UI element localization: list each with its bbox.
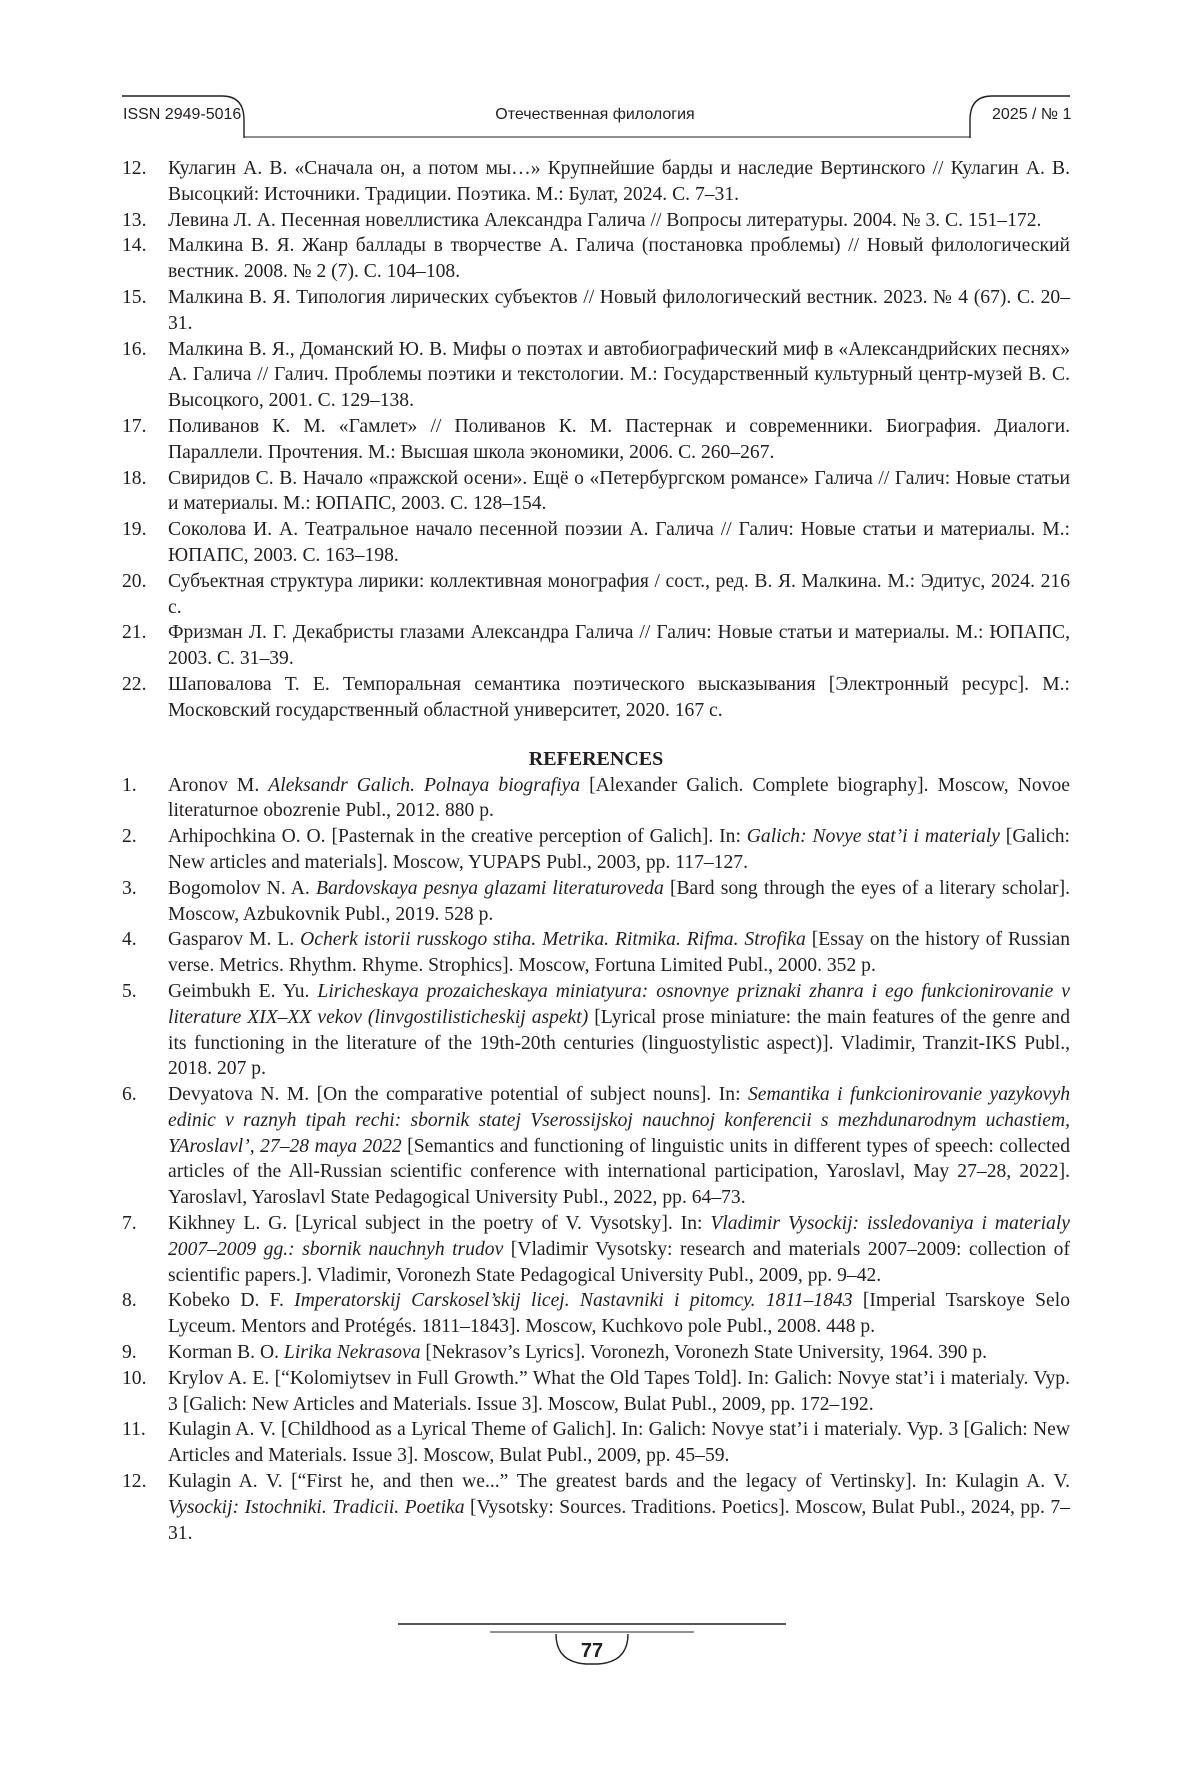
- reference-text-segment: Фризман Л. Г. Декабристы глазами Александра Галича // Галич: Новые статьи и материалы. М.: ЮПАПС, 2003. С. 31–39.: [168, 622, 1070, 670]
- reference-text: [168, 1469, 1070, 1546]
- reference-text: [168, 1082, 1070, 1211]
- reference-item: [122, 1469, 1070, 1546]
- reference-number: 18.: [122, 467, 147, 489]
- reference-number: 12.: [122, 158, 147, 179]
- references-heading: REFERENCES: [528, 747, 664, 770]
- reference-text-segment: [Bard song through the eyes of a literary scholar]. Moscow, Azbukovnik Publ., 2019. 528 p.: [168, 877, 1071, 925]
- reference-number: 8.: [122, 1290, 137, 1312]
- reference-number: 10.: [122, 1367, 147, 1389]
- reference-text-segment: Малкина В. Я., Доманский Ю. В. Мифы о поэтах и автобиографический миф в «Александрийских песнях» А. Галича // Галич. Проблемы поэтики и текстологии. М.: Государственный культурный центр-музей В. С. Высоцкого, 2001. С. 129–138.: [168, 338, 1070, 412]
- reference-title-italic: Ocherk istorii russkogo stiha. Metrika. Ritmika. Rifma. Strofika: [300, 929, 806, 951]
- reference-number: 4.: [122, 929, 137, 951]
- reference-text-segment: Kikhney L. G. [Lyrical subject in the poetry of V. Vysotsky]. In:: [168, 1213, 711, 1235]
- reference-text-segment: Соколова И. А. Театральное начало песенной поэзии А. Галича // Галич: Новые статьи и материалы. М.: ЮПАПС, 2003. С. 163–198.: [168, 519, 1070, 566]
- reference-text-segment: Малкина В. Я. Жанр баллады в творчестве А. Галича (постановка проблемы) // Новый филологический вестник. 2008. № 2 (7). С. 104–108.: [168, 235, 1070, 283]
- reference-number: 20.: [122, 570, 147, 592]
- issue-label: 2025 / № 1: [992, 106, 1072, 123]
- reference-text: [168, 285, 1070, 337]
- reference-item: [122, 824, 1070, 876]
- reference-number: 16.: [122, 338, 147, 360]
- reference-item: [122, 156, 1070, 208]
- reference-text: [168, 979, 1070, 1082]
- reference-item: [122, 1082, 1070, 1211]
- reference-number: 12.: [122, 1471, 147, 1493]
- reference-item: [122, 569, 1070, 621]
- reference-text: [168, 517, 1070, 569]
- reference-text-segment: [Semantics and functioning of linguistic units in different types of speech: collected articles of the All-Russian scientific conference with international participation, Yaroslavl, May 27–28, 2022]. Yaroslavl, Yaroslavl State Pedagogical University Publ., 2022, pp. 64–73.: [168, 1135, 1070, 1209]
- reference-item: [122, 233, 1070, 285]
- reference-number: 7.: [122, 1213, 137, 1235]
- reference-text: [168, 1288, 1070, 1340]
- reference-text: [168, 620, 1070, 672]
- reference-item: [122, 979, 1070, 1082]
- reference-text-segment: Krylov A. E. [“Kolomiytsev in Full Growth.” What the Old Tapes Told]. In: Galich: Novye stat’i i materialy. Vyp. 3 [Galich: New Articles and Materials. Issue 3]. Moscow, Bulat Publ., 2009, pp. 172–192.: [168, 1367, 1070, 1415]
- reference-text-segment: Aronov M.: [168, 774, 269, 796]
- page-header: [0, 0, 1200, 140]
- reference-text-segment: [Vladimir Vysotsky: research and materials 2007–2009: collection of scientific papers.]. Vladimir, Voronezh State Pedagogical University Publ., 2009, pp. 9–42.: [168, 1238, 1070, 1286]
- reference-number: 22.: [122, 673, 147, 695]
- reference-number: 3.: [122, 877, 137, 899]
- reference-title-italic: Bardovskaya pesnya glazami literaturoveda: [315, 877, 664, 899]
- reference-item: [122, 672, 1070, 724]
- reference-text: [168, 927, 1070, 979]
- reference-title-italic: Imperatorskij Carskosel’skij licej. Nastavniki i pitomcy. 1811–1843: [294, 1290, 853, 1312]
- reference-text: [168, 414, 1070, 466]
- page-number: 77: [580, 1640, 604, 1662]
- reference-text-segment: Kobeko D. F.: [168, 1290, 295, 1312]
- reference-text-segment: Bogomolov N. A.: [168, 877, 316, 899]
- footer-ornament: [0, 1620, 1200, 1710]
- reference-text-segment: Свиридов С. В. Начало «пражской осени». Ещё о «Петербургском романсе» Галича // Галич: Новые статьи и материалы. М.: ЮПАПС, 2003. С. 128–154.: [168, 467, 1070, 515]
- reference-text: [168, 233, 1070, 285]
- reference-title-italic: Liricheskaya prozaicheskaya miniatyura: osnovnye priznaki zhanra i ego funkcionirovanie v literature XIX–XX vekov (linvgostilisticheskij aspekt): [168, 980, 1070, 1028]
- reference-text: [168, 1340, 1070, 1366]
- page-content: [122, 156, 1070, 1546]
- reference-item: [122, 1288, 1070, 1340]
- reference-text-segment: [Vysotsky: Sources. Traditions. Poetics]. Moscow, Bulat Publ., 2024, pp. 7–31.: [168, 1496, 1070, 1544]
- reference-title-italic: Vladimir Vysockij: issledovaniya i materialy 2007–2009 gg.: sbornik nauchnyh trudov: [168, 1213, 1070, 1260]
- reference-item: [122, 337, 1070, 414]
- reference-number: 1.: [122, 774, 137, 796]
- reference-text-segment: Korman B. O.: [168, 1342, 284, 1364]
- reference-text: [168, 337, 1070, 414]
- reference-title-italic: Vysockij: Istochniki. Tradicii. Poetika: [168, 1496, 465, 1518]
- reference-text-segment: [Essay on the history of Russian verse. Metrics. Rhythm. Rhyme. Strophics]. Moscow, Fortuna Limited Publ., 2000. 352 p.: [168, 929, 1071, 977]
- reference-text-segment: Субъектная структура лирики: коллективная монография / сост., ред. В. Я. Малкина. М.: Эдитус, 2024. 216 с.: [168, 570, 1070, 618]
- reference-text-segment: Кулагин А. В. «Сначала он, а потом мы…» Крупнейшие барды и наследие Вертинского // Кулагин А. В. Высоцкий: Источники. Традиции. Поэтика. М.: Булат, 2024. С. 7–31.: [168, 158, 1070, 205]
- reference-item: [122, 1340, 1070, 1366]
- reference-number: 13.: [122, 209, 147, 231]
- reference-text-segment: Gasparov M. L.: [168, 929, 301, 951]
- reference-number: 21.: [122, 622, 147, 644]
- issn-label: ISSN 2949-5016: [123, 106, 242, 123]
- reference-number: 9.: [122, 1342, 137, 1364]
- reference-number: 2.: [122, 826, 137, 848]
- reference-item: [122, 620, 1070, 672]
- reference-title-italic: Lirika Nekrasova: [283, 1342, 421, 1364]
- reference-number: 6.: [122, 1084, 137, 1106]
- reference-text: [168, 1366, 1070, 1418]
- reference-item: [122, 927, 1070, 979]
- reference-text-segment: Поливанов К. М. «Гамлет» // Поливанов К. М. Пастернак и современники. Биография. Диалоги. Параллели. Прочтения. М.: Высшая школа экономики, 2006. С. 260–267.: [168, 415, 1070, 463]
- reference-item: [122, 285, 1070, 337]
- reference-number: 17.: [122, 415, 147, 437]
- page-footer: [0, 1620, 1200, 1710]
- reference-text-segment: [Lyrical prose miniature: the main features of the genre and its functioning in the literature of the 19th-20th centuries (linguostylistic aspect)]. Vladimir, Tranzit-IKS Publ., 2018. 207 p.: [168, 1006, 1070, 1080]
- reference-number: 11.: [122, 1419, 146, 1441]
- reference-item: [122, 208, 1070, 234]
- reference-text-segment: [Nekrasov’s Lyrics]. Voronezh, Voronezh State University, 1964. 390 p.: [420, 1342, 988, 1364]
- reference-number: 15.: [122, 286, 147, 308]
- reference-title-italic: Semantika i funkcionirovanie yazykovyh edinic v raznyh tipah rechi: sbornik statej Vserossijskoj nauchnoj konferencii s mezhdunarodnym uchastiem, YAroslavl’, 27–28 maya 2022: [168, 1084, 1070, 1157]
- reference-text-segment: [Imperial Tsarskoye Selo Lyceum. Mentors and Protégés. 1811–1843]. Moscow, Kuchkovo pole Publ., 2008. 448 p.: [168, 1290, 1070, 1338]
- reference-number: 14.: [122, 235, 147, 257]
- journal-title: Отечественная филология: [495, 106, 695, 123]
- reference-text: [168, 824, 1070, 876]
- reference-text: [168, 1211, 1070, 1288]
- reference-item: [122, 1211, 1070, 1288]
- reference-item: [122, 876, 1070, 928]
- english-reference-list: [122, 773, 1070, 1547]
- reference-text-segment: Geimbukh E. Yu.: [168, 980, 318, 1002]
- reference-text-segment: Kulagin A. V. [Childhood as a Lyrical Theme of Galich]. In: Galich: Novye stat’i i materialy. Vyp. 3 [Galich: New Articles and Materials. Issue 3]. Moscow, Bulat Publ., 2009, pp. 45–59.: [168, 1419, 1070, 1467]
- reference-text-segment: [Galich: New articles and materials]. Moscow, YUPAPS Publ., 2003, pp. 117–127.: [168, 826, 1070, 873]
- reference-item: [122, 1417, 1070, 1469]
- reference-text-segment: Левина Л. А. Песенная новеллистика Александра Галича // Вопросы литературы. 2004. № 3. С. 151–172.: [168, 209, 1042, 231]
- reference-text-segment: Kulagin A. V. [“First he, and then we...” The greatest bards and the legacy of Vertinsky]. In: Kulagin A. V.: [168, 1471, 1070, 1493]
- reference-text: [168, 672, 1070, 724]
- reference-text: [168, 773, 1070, 825]
- reference-text-segment: Devyatova N. M. [On the comparative potential of subject nouns]. In:: [168, 1084, 748, 1106]
- reference-text: [168, 156, 1070, 208]
- reference-text: [168, 1417, 1070, 1469]
- reference-item: [122, 773, 1070, 825]
- reference-title-italic: Aleksandr Galich. Polnaya biografiya: [268, 774, 581, 796]
- russian-reference-list: [122, 156, 1070, 724]
- reference-number: 19.: [122, 519, 147, 541]
- reference-title-italic: Galich: Novye stat’i i materialy: [746, 826, 1000, 848]
- reference-text: [168, 569, 1070, 621]
- reference-item: [122, 1366, 1070, 1418]
- reference-text-segment: [Alexander Galich. Complete biography]. Moscow, Novoe literaturnoe obozrenie Publ., 2012. 880 p.: [168, 774, 1070, 822]
- reference-text-segment: Шаповалова Т. Е. Темпоральная семантика поэтического высказывания [Электронный ресурс]. М.: Московский государственный областной университет, 2020. 167 с.: [168, 673, 1070, 721]
- reference-text-segment: Arhipochkina O. O. [Pasternak in the creative perception of Galich]. In:: [168, 826, 747, 848]
- reference-text: [168, 208, 1070, 234]
- reference-text: [168, 876, 1070, 928]
- reference-number: 5.: [122, 980, 137, 1002]
- reference-item: [122, 414, 1070, 466]
- reference-text-segment: Малкина В. Я. Типология лирических субъектов // Новый филологический вестник. 2023. № 4 (67). С. 20–31.: [168, 286, 1070, 334]
- reference-text: [168, 466, 1070, 518]
- reference-item: [122, 517, 1070, 569]
- reference-item: [122, 466, 1070, 518]
